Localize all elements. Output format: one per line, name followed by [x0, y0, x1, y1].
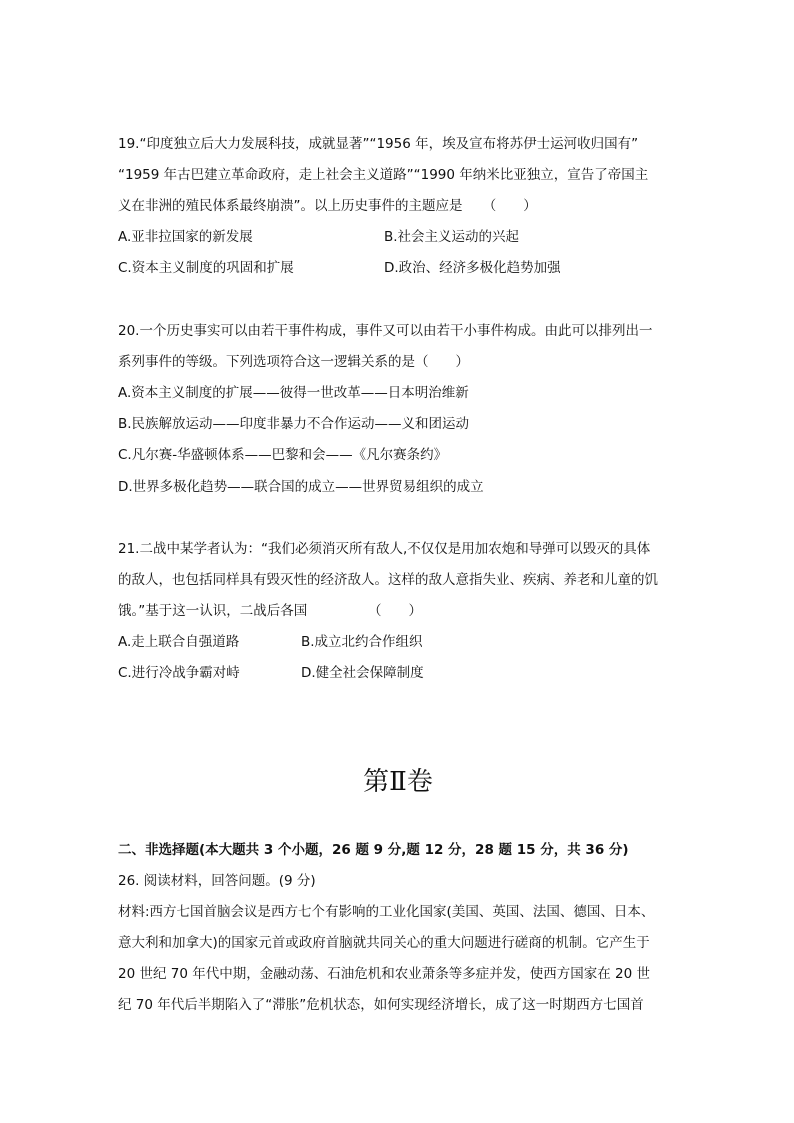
q20-option-a: A.资本主义制度的扩展——彼得一世改革——日本明治维新	[118, 385, 469, 401]
q21-option-d: D.健全社会保障制度	[301, 665, 424, 681]
q21-stem-line-3: 饿。”基于这一认识，二战后各国 （ ）	[118, 603, 422, 619]
q20-option-c: C.凡尔赛-华盛顿体系——巴黎和会——《凡尔赛条约》	[118, 447, 448, 463]
q19-option-c: C.资本主义制度的巩固和扩展	[118, 260, 294, 276]
q26-material-line-3: 20 世纪 70 年代中期，金融动荡、石油危机和农业萧条等多症并发，使西方国家在 20 世	[118, 966, 650, 982]
q20-option-b: B.民族解放运动——印度非暴力不合作运动——义和团运动	[118, 416, 470, 432]
q26-stem-line-1: 26. 阅读材料，回答问题。(9 分)	[118, 873, 316, 889]
q21-option-c: C.进行冷战争霸对峙	[118, 665, 240, 681]
q19-option-b: B.社会主义运动的兴起	[384, 229, 520, 245]
q21-option-b: B.成立北约合作组织	[301, 634, 423, 650]
q21-stem-line-2: 的敌人，也包括同样具有毁灭性的经济敌人。这样的敌人意指失业、疾病、养老和儿童的饥	[118, 572, 658, 588]
q21-stem-line-1: 21.二战中某学者认为：“我们必须消灭所有敌人,不仅仅是用加农炮和导弹可以毁灭的具体	[118, 541, 651, 557]
q20-option-d: D.世界多极化趋势——联合国的成立——世界贸易组织的成立	[118, 479, 484, 495]
q20-stem-line-2: 系列事件的等级。下列选项符合这一逻辑关系的是（ ）	[118, 354, 469, 370]
q19-stem-line-3: 义在非洲的殖民体系最终崩溃”。以上历史事件的主题应是 （ ）	[118, 198, 537, 214]
q19-stem-line-2: “1959 年古巴建立革命政府，走上社会主义道路”“1990 年纳米比亚独立，宣告了帝国主	[118, 167, 649, 183]
q19-option-d: D.政治、经济多极化趋势加强	[384, 260, 561, 276]
section-heading: 二、非选择题(本大题共 3 个小题，26 题 9 分,题 12 分，28 题 15 分，共 36 分)	[118, 842, 629, 858]
q19-option-a: A.亚非拉国家的新发展	[118, 229, 253, 245]
q26-material-line-4: 纪 70 年代后半期陷入了“滞胀”危机状态，如何实现经济增长，成了这一时期西方七国首	[118, 997, 644, 1013]
q19-stem-line-1: 19.“印度独立后大力发展科技，成就显著”“1956 年，埃及宣布将苏伊士运河收归国有”	[118, 136, 639, 152]
q20-stem-line-1: 20.一个历史事实可以由若干事件构成，事件又可以由若干小事件构成。由此可以排列出一	[118, 323, 653, 339]
q26-material-line-1: 材料:西方七国首脑会议是西方七个有影响的工业化国家(美国、英国、法国、德国、日本、	[118, 904, 655, 920]
section-title: 第Ⅱ卷	[363, 767, 433, 797]
q21-option-a: A.走上联合自强道路	[118, 634, 240, 650]
q26-material-line-2: 意大利和加拿大)的国家元首或政府首脑就共同关心的重大问题进行磋商的机制。它产生于	[118, 935, 650, 951]
